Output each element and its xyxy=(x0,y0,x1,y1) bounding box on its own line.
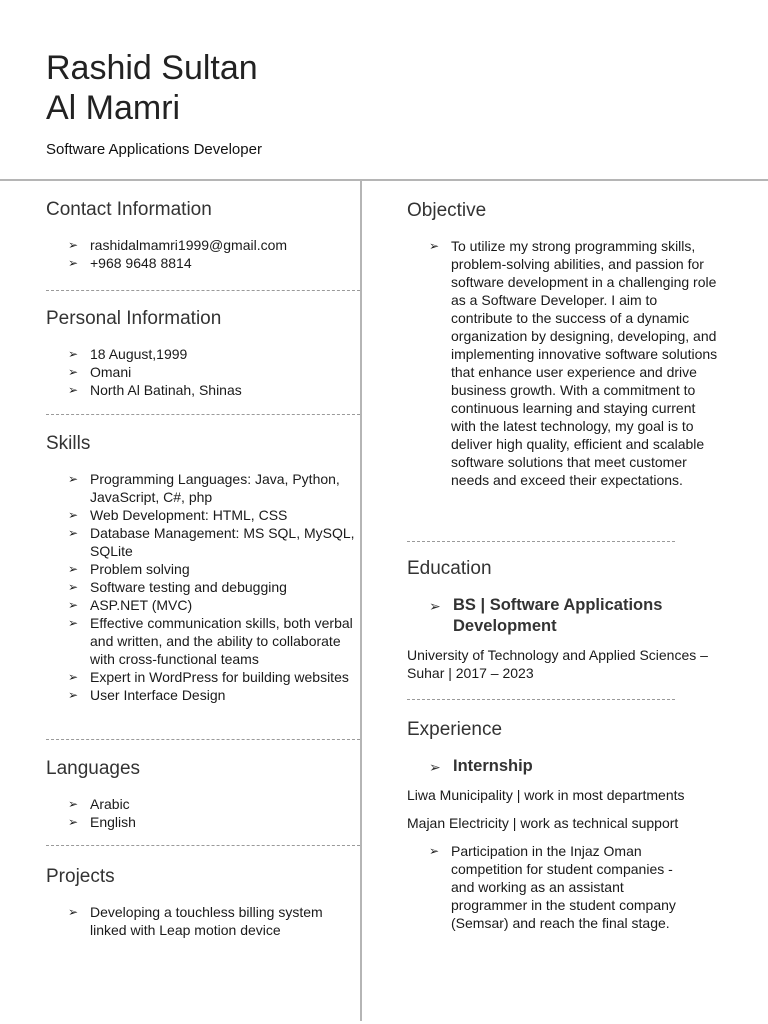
skills-section xyxy=(46,415,360,739)
projects-heading: Projects xyxy=(46,866,115,887)
contact-list xyxy=(46,236,360,272)
experience-heading: Experience xyxy=(407,719,503,740)
list-item: ➢ Software testing and debugging xyxy=(68,579,287,595)
header-divider xyxy=(0,179,768,181)
languages-section xyxy=(46,740,360,845)
degree-list xyxy=(407,595,697,637)
arrow-bullet-icon: ➢ xyxy=(68,562,79,576)
list-item: ➢ Web Development: HTML, CSS xyxy=(68,507,288,523)
skills-heading: Skills xyxy=(46,433,91,454)
experience-section xyxy=(407,700,737,932)
arrow-bullet-icon: ➢ xyxy=(68,616,79,630)
arrow-bullet-icon: ➢ xyxy=(68,688,79,702)
projects-list xyxy=(46,903,360,939)
list-item: ➢ North Al Batinah, Shinas xyxy=(68,382,242,398)
contact-section xyxy=(46,198,360,290)
arrow-bullet-icon: ➢ xyxy=(68,256,79,270)
arrow-bullet-icon: ➢ xyxy=(68,580,79,594)
contact-heading: Contact Information xyxy=(46,199,212,220)
candidate-name xyxy=(46,48,258,128)
arrow-bullet-icon: ➢ xyxy=(68,365,79,379)
list-item: ➢ ASP.NET (MVC) xyxy=(68,597,193,613)
name-line-1: Rashid Sultan xyxy=(46,49,258,87)
experience-line-1: Liwa Municipality | work in most departments xyxy=(407,787,685,803)
objective-list xyxy=(407,237,719,489)
left-column xyxy=(46,198,360,939)
personal-section xyxy=(46,291,360,414)
education-heading: Education xyxy=(407,558,492,579)
list-item: ➢ 18 August,1999 xyxy=(68,346,188,362)
arrow-bullet-icon: ➢ xyxy=(68,905,79,919)
list-item: ➢ Expert in WordPress for building websites xyxy=(68,669,349,685)
skills-list xyxy=(46,470,364,704)
arrow-bullet-icon: ➢ xyxy=(68,472,79,486)
experience-subheading-list xyxy=(407,756,737,777)
projects-section xyxy=(46,846,360,939)
list-item: ➢ Developing a touchless billing system linked with Leap motion device xyxy=(68,904,323,938)
list-item: ➢ Programming Languages: Java, Python, JavaScript, C#, php xyxy=(68,471,340,505)
languages-list xyxy=(46,795,360,831)
list-item: ➢ Arabic xyxy=(68,796,130,812)
experience-bullets xyxy=(407,842,687,932)
list-item: ➢ User Interface Design xyxy=(68,687,226,703)
arrow-bullet-icon: ➢ xyxy=(429,239,440,253)
education-section xyxy=(407,542,737,699)
arrow-bullet-icon: ➢ xyxy=(68,508,79,522)
list-item: ➢ English xyxy=(68,814,136,830)
list-item: ➢ Participation in the Injaz Oman competition for student companies - and working as an assistant programmer in the student company (Semsar) and reach the final stage. xyxy=(429,843,676,931)
contact-phone: ➢ +968 9648 8814 xyxy=(68,255,192,271)
list-item: ➢ Effective communication skills, both verbal and written, and the ability to collaborate with cross-functional teams xyxy=(68,615,353,667)
arrow-bullet-icon: ➢ xyxy=(68,383,79,397)
right-column xyxy=(407,199,737,932)
experience-subheading: ➢ Internship xyxy=(429,756,737,777)
arrow-bullet-icon: ➢ xyxy=(68,526,79,540)
list-item: ➢ Database Management: MS SQL, MySQL, SQLite xyxy=(68,525,355,559)
list-item: ➢ Omani xyxy=(68,364,132,380)
objective-text: ➢ To utilize my strong programming skills, problem-solving abilities, and passion for software development in a challenging role as a Software Developer. I aim to contribute to the success of a dynamic organization by designing, developing, and implementing innovative software solutions that enhance user experience and drive business growth. With a commitment to continuous learning and staying current with the latest technology, my goal is to deliver high quality, efficient and scalable software solutions that meet customer needs and exceed their expectations. xyxy=(429,238,718,488)
arrow-bullet-icon: ➢ xyxy=(429,598,441,614)
contact-email: ➢ rashidalmamri1999@gmail.com xyxy=(68,237,288,253)
personal-heading: Personal Information xyxy=(46,308,222,329)
arrow-bullet-icon: ➢ xyxy=(68,670,79,684)
school-info: University of Technology and Applied Sciences – Suhar | 2017 – 2023 xyxy=(407,647,708,681)
job-title: Software Applications Developer xyxy=(46,141,262,158)
experience-line-2: Majan Electricity | work as technical support xyxy=(407,815,679,831)
arrow-bullet-icon: ➢ xyxy=(68,238,79,252)
name-line-2: Al Mamri xyxy=(46,89,181,127)
degree-title: ➢ BS | Software Applications Development xyxy=(429,596,663,635)
arrow-bullet-icon: ➢ xyxy=(68,797,79,811)
arrow-bullet-icon: ➢ xyxy=(68,598,79,612)
languages-heading: Languages xyxy=(46,758,141,779)
arrow-bullet-icon: ➢ xyxy=(68,815,79,829)
list-item: ➢ Problem solving xyxy=(68,561,190,577)
arrow-bullet-icon: ➢ xyxy=(429,759,441,775)
personal-list xyxy=(46,345,360,399)
objective-heading: Objective xyxy=(407,200,487,221)
objective-section xyxy=(407,199,737,541)
arrow-bullet-icon: ➢ xyxy=(429,844,440,858)
arrow-bullet-icon: ➢ xyxy=(68,347,79,361)
